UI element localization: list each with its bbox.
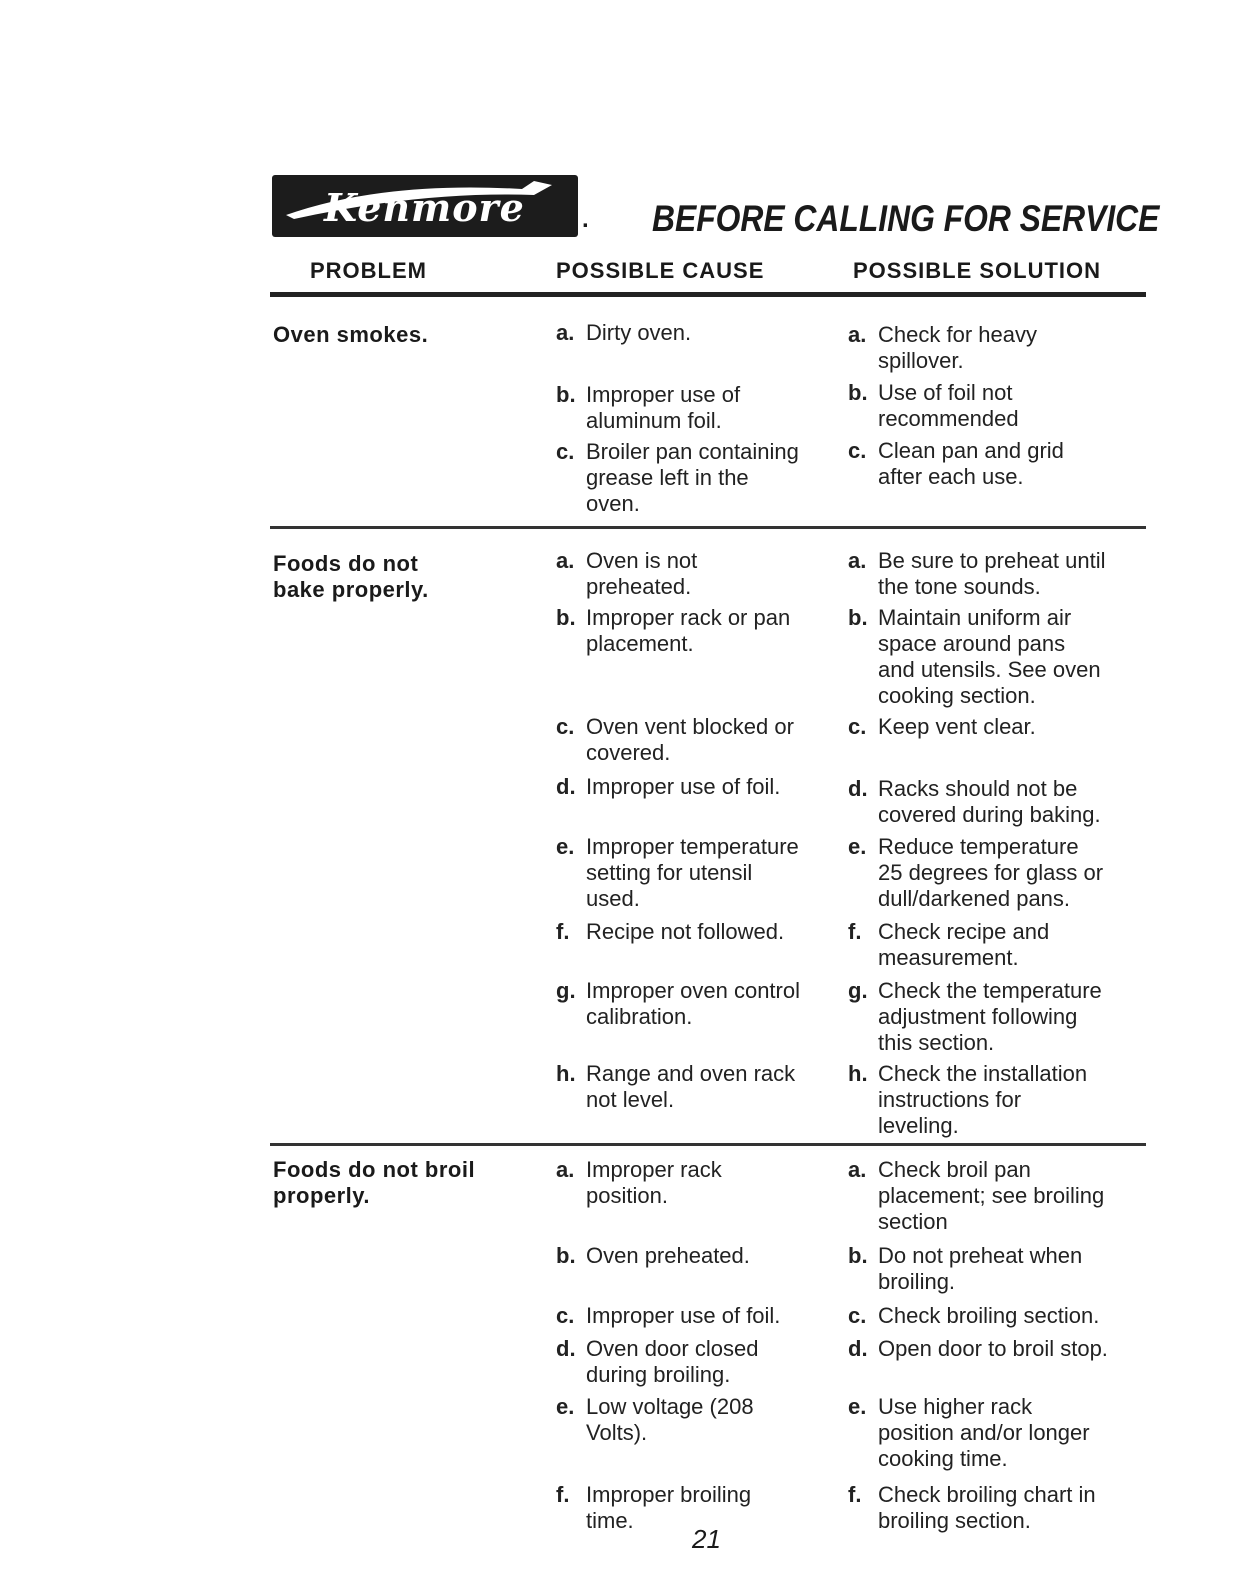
cause-item — [556, 978, 836, 1030]
item-letter: b. — [556, 605, 576, 630]
item-letter: a. — [556, 1157, 575, 1182]
section-divider — [270, 1143, 1146, 1146]
cause-item — [556, 605, 836, 657]
cause-item — [556, 439, 836, 517]
item-text: Check broil pan placement; see broiling section — [878, 1157, 1105, 1234]
item-text: Oven preheated. — [586, 1243, 750, 1268]
item-text: Improper rack or pan placement. — [586, 605, 791, 656]
cause-item — [556, 1157, 836, 1209]
item-text: Check the installation instructions for leveling. — [878, 1061, 1088, 1138]
cause-item — [556, 774, 836, 800]
cause-item — [556, 1303, 836, 1329]
solution-item — [848, 1061, 1144, 1139]
item-text: Maintain uniform air space around pans and utensils. See oven cooking section. — [878, 605, 1101, 708]
solution-item — [848, 834, 1144, 912]
cause-item — [556, 382, 836, 434]
problem-foods-do-not-broil: Foods do not broil properly. — [273, 1157, 476, 1208]
item-letter: h. — [556, 1061, 576, 1086]
item-letter: b. — [848, 605, 868, 630]
item-text: Improper temperature setting for utensil used. — [586, 834, 799, 911]
cause-item — [556, 320, 836, 346]
solution-item — [848, 919, 1144, 971]
item-letter: a. — [848, 1157, 867, 1182]
cause-item — [556, 1243, 836, 1269]
item-text: Clean pan and grid after each use. — [878, 438, 1064, 489]
item-letter: e. — [556, 1394, 575, 1419]
solution-item — [848, 322, 1144, 374]
item-letter: g. — [848, 978, 868, 1003]
cause-item — [556, 919, 836, 945]
solution-item — [848, 714, 1144, 740]
item-text: Oven is not preheated. — [586, 548, 698, 599]
item-letter: e. — [848, 834, 867, 859]
item-letter: a. — [848, 548, 867, 573]
item-text: Improper use of aluminum foil. — [586, 382, 741, 433]
item-text: Keep vent clear. — [878, 714, 1036, 739]
logo-wordmark: Kenmore — [324, 185, 525, 230]
item-text: Improper use of foil. — [586, 774, 781, 799]
item-text: Be sure to preheat until the tone sounds. — [878, 548, 1106, 599]
item-letter: a. — [556, 320, 575, 345]
solution-item — [848, 1243, 1144, 1295]
solution-item — [848, 1157, 1144, 1235]
item-letter: c. — [556, 1303, 575, 1328]
item-letter: d. — [848, 1336, 868, 1361]
solution-item — [848, 1336, 1144, 1362]
cause-item — [556, 714, 836, 766]
item-letter: b. — [556, 1243, 576, 1268]
item-text: Improper oven control calibration. — [586, 978, 800, 1029]
solution-item — [848, 776, 1144, 828]
header-possible-cause: POSSIBLE CAUSE — [556, 258, 765, 283]
cause-item — [556, 548, 836, 600]
item-text: Check for heavy spillover. — [878, 322, 1037, 373]
header-problem: PROBLEM — [310, 258, 427, 283]
item-letter: c. — [848, 438, 867, 463]
header-possible-solution: POSSIBLE SOLUTION — [853, 258, 1102, 283]
item-text: Oven vent blocked or covered. — [586, 714, 794, 765]
section-divider — [270, 526, 1146, 529]
item-letter: b. — [848, 380, 868, 405]
kenmore-logo — [272, 175, 578, 237]
item-text: Check the temperature adjustment following this section. — [878, 978, 1102, 1055]
item-text: Improper broiling time. — [586, 1482, 752, 1533]
item-letter: a. — [848, 322, 867, 347]
solution-item — [848, 548, 1144, 600]
problem-oven-smokes: Oven smokes. — [273, 322, 429, 347]
solution-item — [848, 1303, 1144, 1329]
item-letter: b. — [848, 1243, 868, 1268]
item-letter: a. — [556, 548, 575, 573]
page-title: BEFORE CALLING FOR SERVICE — [652, 198, 1160, 239]
solution-item — [848, 438, 1144, 490]
item-text: Broiler pan containing grease left in the oven. — [586, 439, 799, 516]
cause-item — [556, 834, 836, 912]
item-letter: b. — [556, 382, 576, 407]
item-letter: f. — [556, 919, 570, 944]
solution-item — [848, 1394, 1144, 1472]
solution-item — [848, 380, 1144, 432]
item-letter: d. — [556, 774, 576, 799]
item-text: Recipe not followed. — [586, 919, 785, 944]
cause-item — [556, 1394, 836, 1446]
cause-item — [556, 1061, 836, 1113]
item-letter: c. — [556, 714, 575, 739]
item-text: Reduce temperature 25 degrees for glass or dull/darkened pans. — [878, 834, 1104, 911]
item-text: Use higher rack position and/or longer cooking time. — [878, 1394, 1090, 1471]
item-text: Oven door closed during broiling. — [586, 1336, 759, 1387]
item-letter: f. — [556, 1482, 570, 1507]
item-text: Improper rack position. — [586, 1157, 722, 1208]
item-text: Check broiling section. — [878, 1303, 1100, 1328]
item-text: Do not preheat when broiling. — [878, 1243, 1083, 1294]
item-letter: c. — [556, 439, 575, 464]
solution-item — [848, 1482, 1144, 1534]
item-letter: g. — [556, 978, 576, 1003]
item-letter: d. — [848, 776, 868, 801]
problem-foods-do-not-bake: Foods do not bake properly. — [273, 551, 429, 602]
item-text: Improper use of foil. — [586, 1303, 781, 1328]
item-letter: d. — [556, 1336, 576, 1361]
item-letter: f. — [848, 1482, 862, 1507]
item-letter: h. — [848, 1061, 868, 1086]
item-letter: e. — [848, 1394, 867, 1419]
item-text: Low voltage (208 Volts). — [586, 1394, 754, 1445]
item-text: Use of foil not recommended — [878, 380, 1019, 431]
item-text: Check broiling chart in broiling section. — [878, 1482, 1096, 1533]
header-rule — [270, 292, 1146, 297]
page-number: 21 — [692, 1524, 721, 1554]
item-letter: c. — [848, 1303, 867, 1328]
logo-dot: . — [582, 206, 589, 233]
item-text: Open door to broil stop. — [878, 1336, 1108, 1361]
item-letter: f. — [848, 919, 862, 944]
item-letter: e. — [556, 834, 575, 859]
item-text: Dirty oven. — [586, 320, 692, 345]
item-text: Racks should not be covered during baking. — [878, 776, 1101, 827]
cause-item — [556, 1336, 836, 1388]
solution-item — [848, 605, 1144, 709]
solution-item — [848, 978, 1144, 1056]
item-text: Range and oven rack not level. — [586, 1061, 796, 1112]
item-letter: c. — [848, 714, 867, 739]
item-text: Check recipe and measurement. — [878, 919, 1050, 970]
